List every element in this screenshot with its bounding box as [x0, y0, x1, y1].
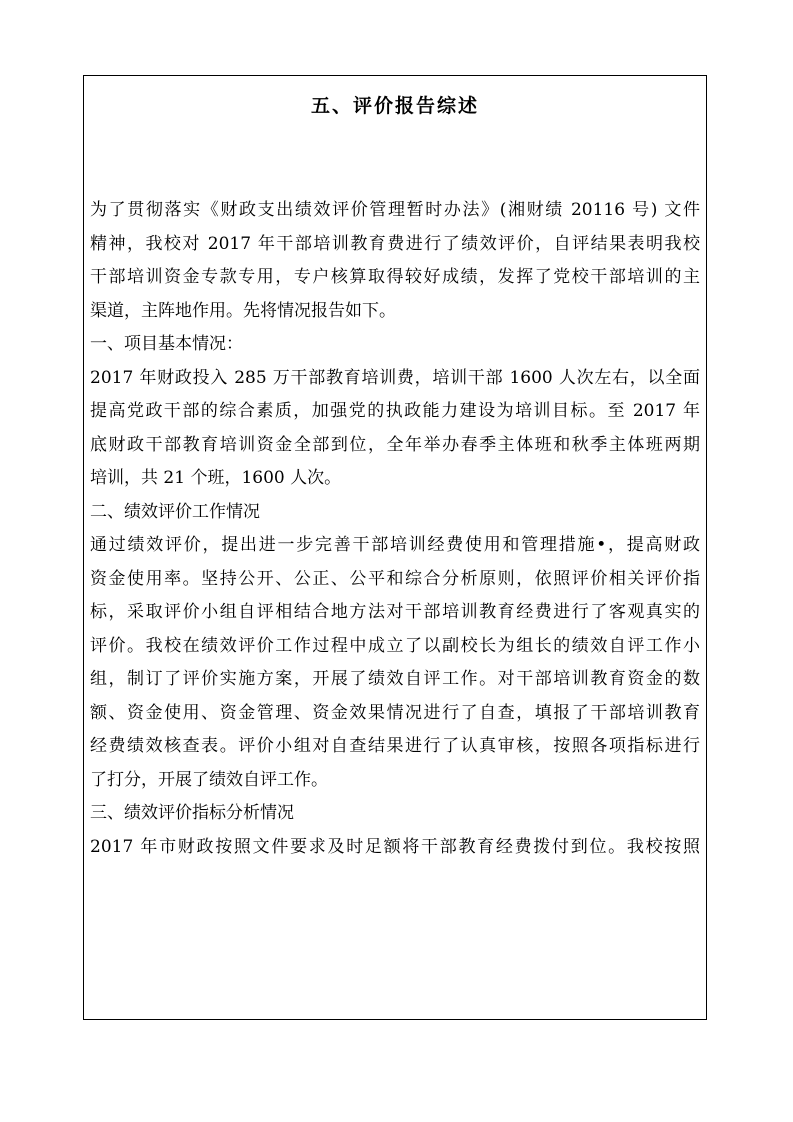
report-body	[90, 194, 700, 864]
text-line: 二、绩效评价工作情况	[90, 501, 260, 522]
text-line: 三、绩效评价指标分析情况	[90, 803, 294, 823]
text-line: 为了贯彻落实《财政支出绩效评价管理暂时办法》(湘财绩 20116 号) 文件	[90, 200, 700, 220]
text-line: 经费绩效核查表。评价小组对自查结果进行了认真审核，按照各项指标进行	[90, 736, 700, 756]
text-line: 2017 年市财政按照文件要求及时足额将干部教育经费拨付到位。我校按照	[90, 836, 700, 857]
text-line: 2017 年财政投入 285 万干部教育培训费，培训干部 1600 人次左右，以全面	[90, 367, 700, 388]
text-line: 一、项目基本情况：	[90, 334, 243, 354]
text-line: 评价。我校在绩效评价工作过程中成立了以副校长为组长的绩效自评工作小	[90, 635, 700, 656]
text-line: 渠道，主阵地作用。先将情况报告如下。	[90, 300, 396, 321]
report-table-cell	[83, 75, 707, 1020]
text-line: 标，采取评价小组自评相结合地方法对干部培训教育经费进行了客观真实的	[90, 602, 700, 622]
text-line: 通过绩效评价，提出进一步完善干部培训经费使用和管理措施•，提高财政	[90, 535, 700, 555]
text-line: 资金使用率。坚持公开、公正、公平和综合分析原则，依照评价相关评价指	[90, 568, 700, 589]
section-title: 五、评价报告综述	[310, 95, 479, 117]
text-line: 培训，共 21 个班，1600 人次。	[90, 468, 342, 488]
text-line: 精神，我校对 2017 年干部培训教育费进行了绩效评价，自评结果表明我校	[90, 233, 700, 254]
text-line: 额、资金使用、资金管理、资金效果情况进行了自查，填报了干部培训教育	[90, 702, 700, 723]
text-line: 组，制订了评价实施方案，开展了绩效自评工作。对干部培训教育资金的数	[90, 669, 700, 689]
text-line: 提高党政干部的综合素质，加强党的执政能力建设为培训目标。至 2017 年	[90, 401, 700, 421]
text-line: 底财政干部教育培训资金全部到位，全年举办春季主体班和秋季主体班两期	[90, 434, 700, 455]
text-line: 干部培训资金专款专用，专户核算取得较好成绩，发挥了党校干部培训的主	[90, 267, 700, 287]
text-line: 了打分，开展了绩效自评工作。	[90, 769, 328, 790]
